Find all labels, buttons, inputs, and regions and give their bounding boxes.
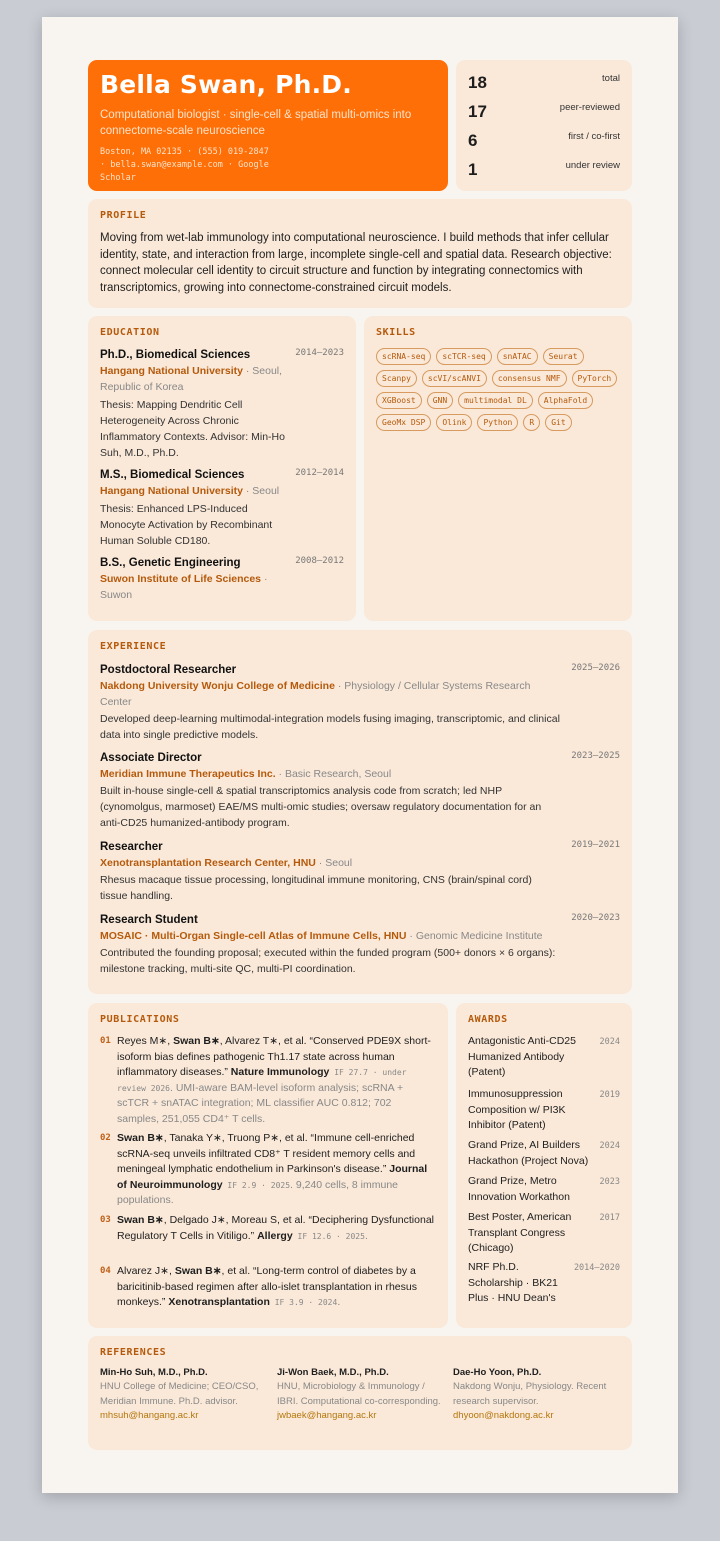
journal: Journal of Neuroimmunology <box>117 1163 428 1191</box>
skill-tag: GeoMx DSP <box>376 414 431 431</box>
school: Hangang National University <box>100 485 243 497</box>
authors-title: , Tanaka Y∗, Truong P∗, et al. “Immune cell-enriched scRNA-seq unveils infiltrated CD8⁺ T resident memory cells and meningeal lymphatic endothelium in Parkinson's disease.” <box>117 1132 416 1175</box>
reference-email[interactable]: dhyoon@nakdong.ac.kr <box>453 1410 554 1421</box>
school: Suwon Institute of Life Sciences <box>100 573 262 585</box>
school-line <box>100 571 280 603</box>
self-author: Swan B∗ <box>174 1265 222 1277</box>
award-year: 2019 <box>599 1090 620 1100</box>
skill-tag: PyTorch <box>572 370 618 387</box>
description: Developed deep-learning multimodal-integration models fusing imaging, transcriptomic, and clinical data into single predictive models. <box>100 713 560 741</box>
stat-first-author <box>468 129 620 153</box>
journal: Xenotransplantation <box>168 1296 270 1308</box>
stat-label: under review <box>565 160 620 171</box>
reference-item <box>453 1366 618 1424</box>
resume-page <box>42 17 678 1493</box>
award-item <box>468 1087 620 1134</box>
pub-number: 04 <box>100 1266 111 1276</box>
dates: 2012–2014 <box>295 468 344 478</box>
self-author: Swan B∗ <box>117 1214 164 1226</box>
reference-affiliation: HNU, Microbiology & Immunology / IBRI. Computational co-corresponding. <box>277 1381 441 1407</box>
pub-number: 02 <box>100 1133 111 1143</box>
stat-value: 18 <box>468 73 487 92</box>
award-text: Antagonistic Anti-CD25 Humanized Antibody (Patent) <box>468 1035 576 1078</box>
unit: · Genomic Medicine Institute <box>406 930 543 942</box>
award-year: 2023 <box>599 1177 620 1187</box>
authors-title: , et al. “Long-term control of diabetes by a baricitinib-based regimen after allo-islet transplantation in rhesus monkeys.” <box>117 1265 417 1308</box>
stat-label: first / co-first <box>568 131 620 142</box>
award-text: Best Poster, American Transplant Congress (Chicago) <box>468 1211 572 1254</box>
description: Built in-house single-cell & spatial transcriptomics analysis code from scratch; led NHP (cynomolgus, marmoset) EAE/MS multi-omic studies; oversaw regulatory documentation for an anti-CD25 humanized-antibody program. <box>100 785 542 829</box>
skill-tag: Git <box>545 414 571 431</box>
publications-section <box>88 1003 448 1328</box>
publication-entry <box>100 1034 436 1127</box>
education-entry <box>100 347 344 461</box>
stat-value: 1 <box>468 160 478 179</box>
degree: Ph.D., Biomedical Sciences <box>100 349 251 361</box>
skill-tag: Seurat <box>543 348 584 365</box>
thesis: Thesis: Enhanced LPS-Induced Monocyte Activation by Recombinant Human Soluble CD180. <box>100 503 273 547</box>
dates: 2025–2026 <box>571 663 620 673</box>
award-item <box>468 1174 620 1205</box>
experience-entry <box>100 912 620 977</box>
reference-item <box>100 1366 265 1424</box>
reference-email[interactable]: mhsuh@hangang.ac.kr <box>100 1410 199 1421</box>
header-banner <box>88 60 448 191</box>
school: Hangang National University <box>100 365 243 377</box>
role: Researcher <box>100 841 163 853</box>
degree: M.S., Biomedical Sciences <box>100 469 245 481</box>
org-line <box>100 766 620 782</box>
award-text: NRF Ph.D. Scholarship · BK21 Plus · HNU Dean's <box>468 1261 558 1304</box>
stat-label: total <box>602 73 620 84</box>
section-title: AWARDS <box>468 1014 508 1025</box>
unit: · Basic Research, Seoul <box>275 768 392 780</box>
award-year: 2024 <box>599 1141 620 1151</box>
org-line <box>100 928 620 944</box>
education-section <box>88 316 356 621</box>
description: Contributed the founding proposal; executed within the funded program (500+ donors × 6 organs): milestone tracking, multi-site QC, multi-PI coordination. <box>100 947 556 975</box>
pub-number: 01 <box>100 1036 111 1046</box>
self-author: Swan B∗ <box>173 1035 220 1047</box>
reference-name: Ji-Won Baek, M.D., Ph.D. <box>277 1367 389 1378</box>
section-title: EDUCATION <box>100 327 160 338</box>
award-year: 2017 <box>599 1213 620 1223</box>
skill-tag: Python <box>477 414 518 431</box>
authors-title: , Alvarez T∗, et al. “Conserved PDE9X short-isoform bias defines pathogenic Th1.17 state across human inflammatory diseases.” <box>117 1035 431 1078</box>
profile-text: Moving from wet-lab immunology into computational neuroscience. I build methods that infer cellular identity, state, and interaction from large, incomplete single-cell and spatial data. Research objective: connect molecular cell identity to circuit structure and function by integrating connectomics with transcriptomics, growing into connectome-constrained circuit models. <box>100 232 612 294</box>
unit: · Seoul <box>315 857 353 869</box>
award-item <box>468 1210 620 1257</box>
pub-note: . 9,240 cells, 8 immune populations. <box>117 1178 398 1206</box>
award-text: Grand Prize, AI Builders Hackathon (Project Nova) <box>468 1139 589 1167</box>
pub-note: . <box>337 1296 341 1308</box>
skill-tag: consensus NMF <box>492 370 567 387</box>
skill-tag: snATAC <box>497 348 538 365</box>
organization: Nakdong University Wonju College of Medicine <box>100 680 335 692</box>
experience-entry <box>100 750 620 831</box>
tagline: Computational biologist · single-cell & spatial multi-omics into connectome-scale neuroscience <box>100 109 412 137</box>
stat-peer-reviewed <box>468 100 620 124</box>
pub-number: 03 <box>100 1215 111 1225</box>
role: Postdoctoral Researcher <box>100 664 237 676</box>
description: Rhesus macaque tissue processing, longitudinal immune monitoring, CNS (brain/spinal cord) tissue handling. <box>100 874 532 902</box>
awards-section <box>456 1003 632 1328</box>
authors-before: Reyes M∗, <box>117 1035 174 1047</box>
section-title: EXPERIENCE <box>100 641 167 652</box>
reference-affiliation: Nakdong Wonju, Physiology. Recent research supervisor. <box>453 1381 607 1407</box>
dates: 2019–2021 <box>571 840 620 850</box>
skill-tags <box>376 348 621 431</box>
award-text: Grand Prize, Metro Innovation Workathon <box>468 1175 570 1203</box>
journal: Allergy <box>257 1229 293 1242</box>
skill-tag: R <box>523 414 540 431</box>
authors-title: , Delgado J∗, Moreau S, et al. “Deciphering Dysfunctional Regulatory T Cells in Vitiligo.” <box>117 1214 434 1242</box>
profile-section <box>88 199 632 308</box>
section-title: SKILLS <box>376 327 416 338</box>
impact-factor: IF 2.9 · 2025 <box>222 1180 291 1190</box>
role: Research Student <box>100 914 198 926</box>
unit: · Physiology / Cellular Systems Research Center <box>100 680 531 708</box>
award-year: 2024 <box>599 1037 620 1047</box>
org-line <box>100 855 620 871</box>
reference-name: Dae-Ho Yoon, Ph.D. <box>453 1367 542 1378</box>
section-title: REFERENCES <box>100 1347 167 1358</box>
stat-label: peer-reviewed <box>559 102 620 113</box>
skill-tag: AlphaFold <box>538 392 593 409</box>
pub-note: . <box>364 1229 368 1242</box>
dates: 2023–2025 <box>571 751 620 761</box>
org-line <box>100 678 560 710</box>
stat-under-review <box>468 158 620 182</box>
thesis: Thesis: Mapping Dendritic Cell Heterogeneity Across Chronic Inflammatory Contexts. Advisor: Min-Ho Suh, M.D., Ph.D. <box>100 399 285 459</box>
section-title: PUBLICATIONS <box>100 1014 180 1025</box>
school-line <box>100 363 300 395</box>
education-entry <box>100 555 344 603</box>
stat-value: 6 <box>468 131 478 150</box>
self-author: Swan B∗ <box>117 1132 164 1144</box>
publication-stats <box>456 60 632 191</box>
education-entry <box>100 467 344 549</box>
skills-section <box>364 316 632 621</box>
skill-tag: multimodal DL <box>458 392 533 409</box>
award-item <box>468 1034 620 1081</box>
stat-value: 17 <box>468 102 487 121</box>
skill-tag: scTCR-seq <box>436 348 491 365</box>
pub-note: . UMI-aware BAM-level isoform analysis; scRNA + scTCR + snATAC integration; ML classifier AUC 0.812; 702 samples, 251,055 CD4⁺ T cells. <box>117 1081 404 1125</box>
references-section <box>88 1336 632 1450</box>
impact-factor: IF 27.7 · under review 2026 <box>117 1068 407 1093</box>
contact-line: Boston, MA 02135 · (555) 019-2847 · bella.swan@example.com · Google Scholar <box>100 147 269 183</box>
award-item <box>468 1138 620 1169</box>
award-text: Immunosuppression Composition w/ PI3K Inhibitor (Patent) <box>468 1088 566 1131</box>
impact-factor: IF 12.6 · 2025 <box>292 1231 365 1241</box>
place: · Suwon <box>100 573 268 601</box>
experience-entry <box>100 839 620 904</box>
dates: 2014–2023 <box>295 348 344 358</box>
place: · Seoul <box>242 485 280 497</box>
skill-tag: Olink <box>436 414 472 431</box>
dates: 2020–2023 <box>571 913 620 923</box>
reference-item <box>277 1366 442 1424</box>
skill-tag: GNN <box>427 392 453 409</box>
section-title: PROFILE <box>100 210 147 221</box>
candidate-name: Bella Swan, Ph.D. <box>100 70 352 99</box>
organization: MOSAIC · Multi-Organ Single-cell Atlas of Immune Cells, HNU <box>100 930 407 942</box>
award-year: 2014–2020 <box>573 1263 620 1273</box>
organization: Meridian Immune Therapeutics Inc. <box>100 768 276 780</box>
award-item <box>468 1260 620 1307</box>
organization: Xenotransplantation Research Center, HNU <box>100 857 316 869</box>
experience-entry <box>100 662 620 743</box>
dates: 2008–2012 <box>295 556 344 566</box>
reference-name: Min-Ho Suh, M.D., Ph.D. <box>100 1367 208 1378</box>
publication-entry <box>100 1213 436 1244</box>
school-line <box>100 483 344 499</box>
skill-tag: scRNA-seq <box>376 348 431 365</box>
publication-entry <box>100 1131 436 1209</box>
skill-tag: XGBoost <box>376 392 422 409</box>
publication-entry <box>100 1264 436 1311</box>
impact-factor: IF 3.9 · 2024 <box>269 1298 338 1307</box>
role: Associate Director <box>100 752 202 764</box>
authors-before: Alvarez J∗, <box>117 1265 175 1277</box>
skill-tag: scVI/scANVI <box>422 370 487 387</box>
stat-total <box>468 71 620 95</box>
reference-email[interactable]: jwbaek@hangang.ac.kr <box>277 1410 377 1421</box>
reference-affiliation: HNU College of Medicine; CEO/CSO, Meridian Immune. Ph.D. advisor. <box>100 1381 259 1407</box>
skill-tag: Scanpy <box>376 370 417 387</box>
journal: Nature Immunology <box>230 1066 330 1078</box>
degree: B.S., Genetic Engineering <box>100 557 241 569</box>
experience-section <box>88 630 632 994</box>
place: · Seoul, Republic of Korea <box>100 365 283 393</box>
